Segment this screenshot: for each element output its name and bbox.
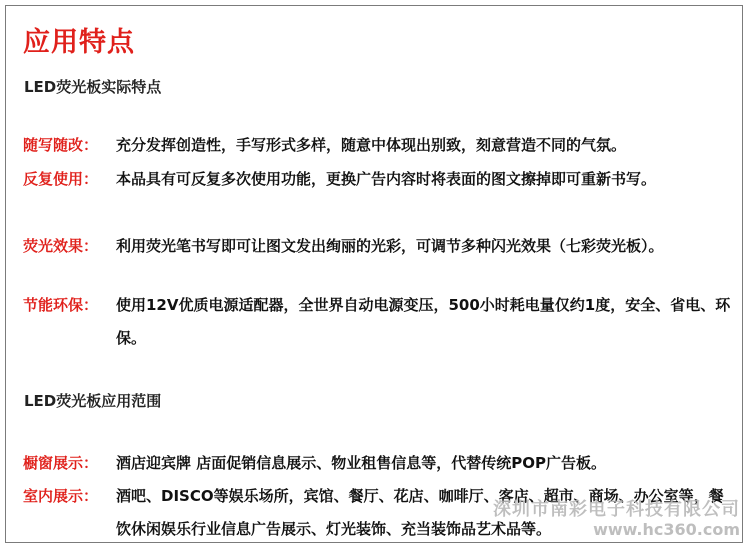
application-item-indoor (23, 480, 735, 543)
feature-label: 反复使用： (23, 170, 99, 188)
feature-text: 利用荧光笔书写即可让图文发出绚丽的光彩，可调节多种闪光效果（七彩荧光板）。 (116, 237, 664, 255)
watermark-company: 深圳市南彩电子科技有限公司 (493, 499, 740, 521)
feature-label: 橱窗展示： (23, 454, 99, 472)
feature-item-reuse (23, 163, 735, 196)
feature-label: 荧光效果： (23, 237, 99, 255)
page-title: 应用特点 (23, 27, 135, 58)
feature-label: 随写随改： (23, 136, 99, 154)
feature-text: 使用12V优质电源适配器，全世界自动电源变压，500小时耗电量仅约1度，安全、省电、环保。 (116, 296, 731, 347)
application-item-window (23, 447, 735, 480)
watermark-url: www.hc360.com (593, 520, 740, 540)
feature-item-rewrite (23, 129, 735, 162)
feature-text: 酒吧、DISCO等娱乐场所，宾馆、餐厅、花店、咖啡厅、客店、超市、商场、办公室等，餐饮休闲娱乐行业信息广告展示、灯光装饰、充当装饰品艺术品等。 (116, 487, 724, 538)
section-heading-applications: LED荧光板应用范围 (24, 392, 162, 410)
feature-text: 本品具有可反复多次使用功能，更换广告内容时将表面的图文擦掉即可重新书写。 (116, 170, 657, 188)
feature-item-energy-saving (23, 289, 735, 355)
feature-item-fluorescent (23, 230, 735, 263)
feature-label: 室内展示： (23, 487, 99, 505)
document-frame (5, 5, 743, 543)
feature-text: 酒店迎宾牌 店面促销信息展示、物业租售信息等，代替传统POP广告板。 (116, 454, 606, 472)
feature-text: 充分发挥创造性，手写形式多样，随意中体现出别致，刻意营造不同的气氛。 (116, 136, 627, 154)
feature-label: 节能环保： (23, 296, 99, 314)
section-heading-features: LED荧光板实际特点 (24, 78, 162, 96)
